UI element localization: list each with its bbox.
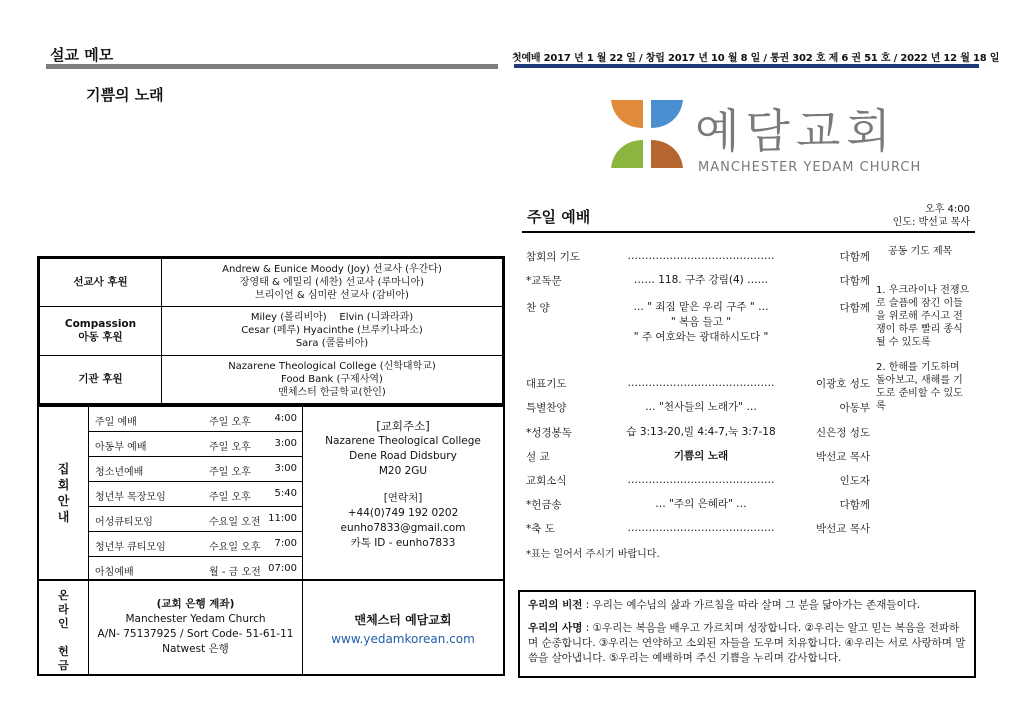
mission-statement: 우리의 사명 : ①우리는 복음을 배우고 가르치며 성장합니다. ②우리는 알고 믿는 복음을 전파하며 순종합니다. ③우리는 연약하고 소외된 자들을 도우며 치유합니다. ④우리는 서로 사랑하며 말씀을 살아냅니다. ⑤우리는 예배하며 주신 기쁨을 누리며 감사합니다.	[528, 622, 966, 664]
online-label: 온 라 인 헌 금	[39, 581, 89, 674]
logo-leaf-green	[611, 140, 643, 168]
logo-leaf-blue	[651, 100, 683, 128]
standing-note: *표는 일어서 주시기 바랍니다.	[526, 549, 660, 560]
section-title: 설교 메모	[50, 46, 114, 64]
meeting-row: 청소년예배 주일 오후 3:00	[89, 457, 303, 482]
meetings-list	[89, 407, 303, 579]
contact-phone: +44(0)749 192 0202	[347, 507, 459, 519]
bulletin-header: 첫예배 2017 년 1 월 22 일 / 창립 2017 년 10 월 8 일 / 통권 302 호 제 6 권 51 호 / 2022 년 12 월 18 일	[512, 53, 1000, 64]
vision-statement: 우리의 비전 : 우리는 예수님의 삶과 가르침을 따라 살며 그 분을 닮아가는 존재들이다.	[528, 599, 921, 611]
support-line: 브리이언 & 심미란 선교사 (감비아)	[255, 290, 409, 302]
contact-kakao: 카톡 ID - eunho7833	[350, 537, 456, 549]
church-web	[303, 581, 503, 674]
support-line: 장영태 & 에밀리 (세찬) 선교사 (루마니아)	[239, 277, 425, 289]
contact-email[interactable]: eunho7833@gmail.com	[340, 522, 466, 534]
service-divider	[522, 231, 975, 233]
bank-info	[89, 581, 303, 674]
right-header-bar	[514, 64, 979, 68]
church-address	[303, 407, 503, 579]
support-line: Sara (콜롬비아)	[295, 338, 369, 350]
sermon-title: 기쁨의 노래	[86, 86, 164, 104]
meeting-row: 청년부 목장모임 주일 오후 5:40	[89, 482, 303, 507]
support-institution-lines	[162, 355, 503, 403]
support-line: 맨체스터 한글학교(한인)	[278, 386, 386, 398]
prayer-item: 2. 한해를 기도하며 돌아보고, 새해를 기도로 준비할 수 있도록	[876, 362, 963, 412]
support-compassion-lines	[162, 307, 503, 355]
meeting-row: 아침예배 월 - 금 오전 07:00	[95, 563, 297, 578]
support-missionary-lines	[162, 259, 503, 307]
prayer-title: 공동 기도 제목	[888, 246, 953, 257]
prayer-item: 1. 우크라이나 전쟁으로 슬픔에 잠긴 이들을 위로해 주시고 전쟁이 하루 빨리 종식될 수 있도록	[876, 285, 970, 348]
church-logo-korean: 예담교회	[695, 104, 897, 158]
bank-name: Natwest 은행	[162, 643, 229, 655]
left-header-bar	[46, 64, 498, 69]
support-line: Andrew & Eunice Moody (Joy) 선교사 (우간다)	[222, 264, 442, 276]
logo-leaf-brown	[651, 140, 683, 168]
meeting-row: 주일 예배 주일 오후 4:00	[89, 407, 303, 432]
support-line: Food Bank (구제사역)	[281, 373, 383, 385]
online-giving-box	[37, 579, 505, 676]
meetings-label: 집 회 안 내	[39, 407, 89, 579]
address-title: [교회주소]	[376, 419, 430, 433]
support-line: Cesar (페루) Hyacinthe (브루키나파소)	[241, 325, 423, 337]
bank-account-name: Manchester Yedam Church	[125, 613, 266, 625]
prayer-requests	[876, 245, 972, 425]
meeting-row: 청년부 큐티모임 수요일 오후 7:00	[89, 532, 303, 557]
bank-account-number: A/N- 75137925 / Sort Code- 51-61-11	[97, 628, 294, 640]
church-name: 맨체스터 예담교회	[354, 613, 452, 627]
address-line: Nazarene Theological College	[325, 435, 481, 447]
support-line: Nazarene Theological College (신학대학교)	[228, 360, 436, 372]
service-info	[880, 203, 970, 229]
support-label-missionary: 선교사 후원	[40, 259, 162, 307]
meeting-row: 어성큐티모임 수요일 오전 11:00	[89, 507, 303, 532]
bank-title: (교회 은행 계좌)	[156, 598, 235, 610]
meetings-box	[37, 405, 505, 581]
contact-title: [연락처]	[383, 492, 423, 504]
address-line: Dene Road Didsbury	[349, 450, 457, 462]
support-label-compassion: Compassion 아동 후원	[40, 307, 162, 355]
service-leader: 인도: 박선교 목사	[892, 217, 970, 228]
service-time: 오후 4:00	[925, 204, 970, 215]
address-line: M20 2GU	[378, 465, 428, 477]
vision-mission-box	[518, 590, 976, 678]
church-logo-english: MANCHESTER YEDAM CHURCH	[698, 160, 922, 175]
support-line: Miley (볼리비아) Elvin (니콰라과)	[250, 312, 414, 324]
support-table	[37, 256, 505, 406]
support-label-institution: 기관 후원	[40, 355, 162, 403]
logo-leaf-orange	[611, 100, 643, 128]
church-website-link[interactable]: www.yedamkorean.com	[331, 632, 475, 646]
church-logo-icon	[607, 94, 687, 174]
service-title: 주일 예배	[527, 208, 591, 226]
meeting-row: 아동부 예배 주일 오후 3:00	[89, 432, 303, 457]
